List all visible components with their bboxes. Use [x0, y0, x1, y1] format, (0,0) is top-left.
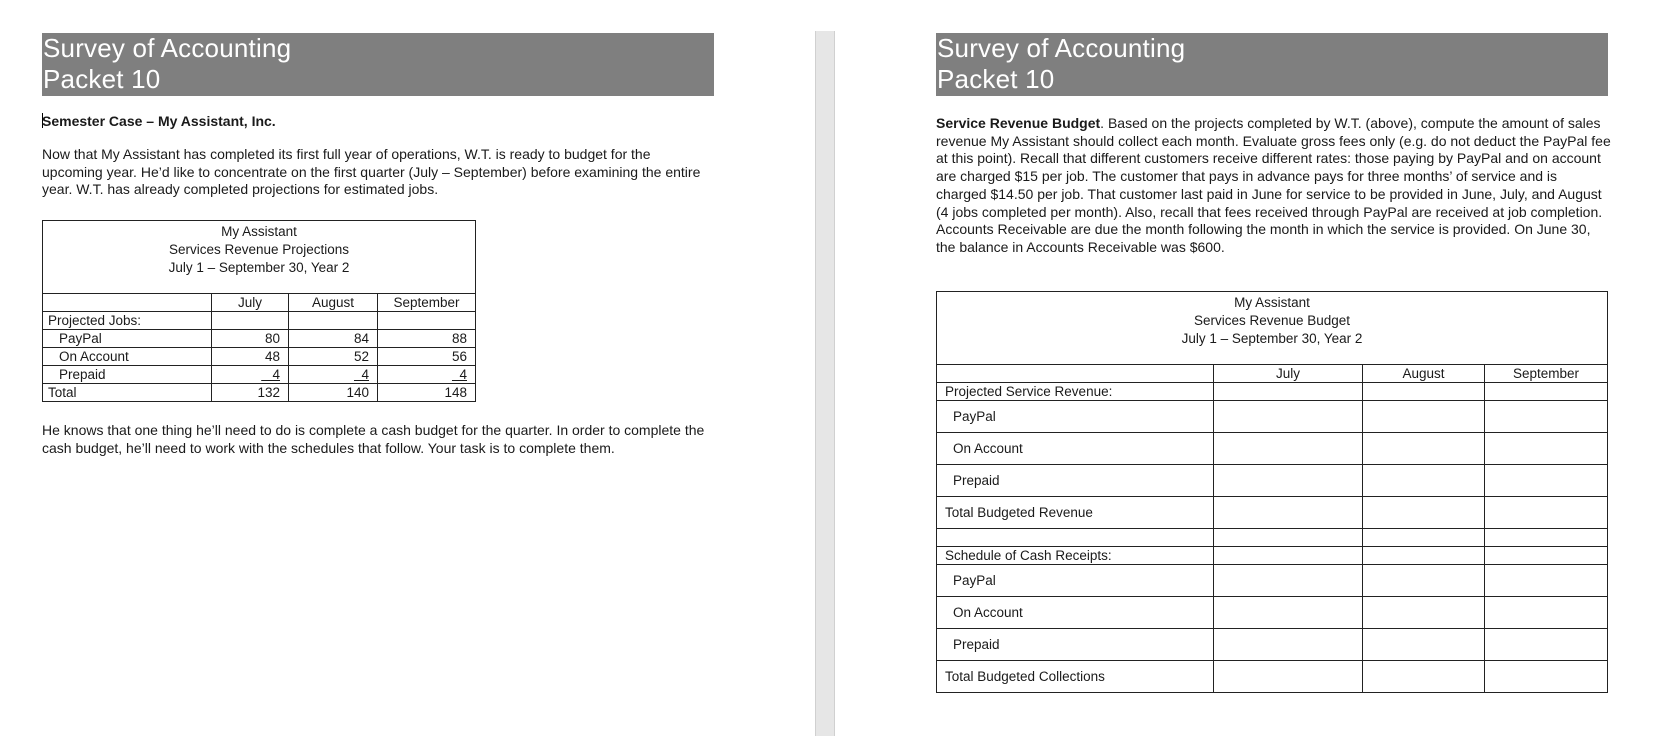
- cell-value: 148: [378, 384, 476, 402]
- page-left: [0, 0, 815, 736]
- table-title-company: My Assistant: [221, 224, 297, 239]
- answer-cell[interactable]: [1214, 401, 1363, 433]
- answer-cell[interactable]: [1214, 597, 1363, 629]
- answer-cell[interactable]: [1485, 433, 1608, 465]
- column-header-august: August: [1363, 365, 1485, 383]
- table-title-name: Services Revenue Projections: [168, 242, 350, 257]
- answer-cell[interactable]: [1485, 565, 1608, 597]
- instructions-lead: Service Revenue Budget: [936, 115, 1101, 131]
- row-label: On Account: [937, 597, 1214, 629]
- row-label: Prepaid: [43, 366, 212, 384]
- row-label: Total: [43, 384, 212, 402]
- answer-cell[interactable]: [1485, 465, 1608, 497]
- table-row: [43, 366, 476, 384]
- blank-cell: [43, 294, 212, 312]
- header-subtitle: Packet 10: [43, 64, 161, 94]
- blank-cell: [937, 529, 1214, 547]
- table-row: [937, 465, 1608, 497]
- page-header-band: [936, 33, 1608, 96]
- column-header-august: August: [289, 294, 378, 312]
- table-total-row: [43, 384, 476, 402]
- row-label: Total Budgeted Collections: [937, 661, 1214, 693]
- cell-value: 4: [378, 366, 476, 384]
- table-row: [43, 348, 476, 366]
- blank-cell: [1214, 529, 1363, 547]
- section-header-row: [937, 383, 1608, 401]
- table-title: [43, 221, 476, 294]
- blank-cell: [937, 365, 1214, 383]
- blank-cell: [1485, 529, 1608, 547]
- section-header-row: [937, 547, 1608, 565]
- cell-value: 84: [289, 330, 378, 348]
- answer-cell[interactable]: [1485, 661, 1608, 693]
- section-label-receipts: Schedule of Cash Receipts:: [937, 547, 1214, 565]
- cell-value: 48: [212, 348, 289, 366]
- table-title-name: Services Revenue Budget: [1193, 313, 1351, 328]
- table-row: [937, 433, 1608, 465]
- row-label: PayPal: [43, 330, 212, 348]
- column-header-july: July: [1214, 365, 1363, 383]
- revenue-projections-table: [42, 220, 476, 402]
- table-row: [937, 401, 1608, 433]
- table-title-period: July 1 – September 30, Year 2: [168, 260, 350, 275]
- row-label: Prepaid: [937, 465, 1214, 497]
- cell-value: 4: [289, 366, 378, 384]
- table-row: [937, 565, 1608, 597]
- blank-cell: [289, 312, 378, 330]
- blank-cell: [1363, 383, 1485, 401]
- closing-paragraph[interactable]: He knows that one thing he’ll need to do is complete a cash budget for the quarter. In order to complete the cash budget, he’ll need to work with the schedules that follow. Your task is to complete them.: [42, 422, 705, 456]
- table-title-period: July 1 – September 30, Year 2: [1181, 331, 1363, 346]
- table-row: [43, 312, 476, 330]
- answer-cell[interactable]: [1363, 401, 1485, 433]
- answer-cell[interactable]: [1485, 401, 1608, 433]
- answer-cell[interactable]: [1363, 433, 1485, 465]
- cell-value: 52: [289, 348, 378, 366]
- answer-cell[interactable]: [1485, 629, 1608, 661]
- column-header-september: September: [378, 294, 476, 312]
- intro-paragraph[interactable]: Now that My Assistant has completed its first full year of operations, W.T. is ready to budget for the upcoming year. He’d like to concentrate on the first quarter (July – September) before examining the entire year. W.T. has already completed projections for estimated jobs.: [42, 146, 701, 198]
- row-label: On Account: [43, 348, 212, 366]
- blank-cell: [378, 312, 476, 330]
- answer-cell[interactable]: [1214, 465, 1363, 497]
- instructions-text: . Based on the projects completed by W.T. (above), compute the amount of sales revenue My Assistant should collect each month. Evaluate gross fees only (e.g. do not deduct the PayPal fee at this point). Recall that different customers receive different rates: those paying by PayPal and on account are charged $15 per job. The customer that pays in advance pays for three months’ of service and is charged $14.50 per job. That customer last paid in June for service to be provided in June, July, and August (4 jobs completed per month). Also, recall that fees received through PayPal are received at job completion. Accounts Receivable are due the month following the month in which the service is provided. On June 30, the balance in Accounts Receivable was $600.: [936, 115, 1611, 255]
- cell-value: 88: [378, 330, 476, 348]
- case-title-text: Semester Case – My Assistant, Inc.: [42, 113, 276, 129]
- row-label: Total Budgeted Revenue: [937, 497, 1214, 529]
- instructions-paragraph[interactable]: [936, 115, 1611, 257]
- answer-cell[interactable]: [1363, 597, 1485, 629]
- section-label: Projected Jobs:: [43, 312, 212, 330]
- page-right: [835, 0, 1653, 736]
- blank-cell: [1363, 547, 1485, 565]
- header-subtitle: Packet 10: [937, 64, 1055, 94]
- column-header-july: July: [212, 294, 289, 312]
- blank-cell: [1363, 529, 1485, 547]
- cell-value: 132: [212, 384, 289, 402]
- cell-value: 140: [289, 384, 378, 402]
- answer-cell[interactable]: [1363, 565, 1485, 597]
- table-header-row: [43, 294, 476, 312]
- table-total-row: [937, 497, 1608, 529]
- answer-cell[interactable]: [1214, 497, 1363, 529]
- table-header-row: [937, 365, 1608, 383]
- header-title: Survey of Accounting: [43, 33, 292, 63]
- blank-cell: [212, 312, 289, 330]
- blank-cell: [1214, 547, 1363, 565]
- answer-cell[interactable]: [1485, 597, 1608, 629]
- answer-cell[interactable]: [1363, 661, 1485, 693]
- table-row: [43, 330, 476, 348]
- answer-cell[interactable]: [1214, 629, 1363, 661]
- cell-value: 56: [378, 348, 476, 366]
- answer-cell[interactable]: [1485, 497, 1608, 529]
- case-title[interactable]: [42, 113, 276, 129]
- row-label: Prepaid: [937, 629, 1214, 661]
- spacer-row: [937, 529, 1608, 547]
- table-title-company: My Assistant: [1234, 295, 1310, 310]
- revenue-budget-table: [936, 291, 1608, 693]
- blank-cell: [1485, 547, 1608, 565]
- blank-cell: [1485, 383, 1608, 401]
- table-total-row: [937, 661, 1608, 693]
- column-header-september: September: [1485, 365, 1608, 383]
- blank-cell: [1214, 383, 1363, 401]
- section-label-revenue: Projected Service Revenue:: [937, 383, 1214, 401]
- row-label: On Account: [937, 433, 1214, 465]
- cell-value: 80: [212, 330, 289, 348]
- page-gap-scroll-track: [815, 31, 835, 736]
- table-row: [937, 597, 1608, 629]
- answer-cell[interactable]: [1214, 433, 1363, 465]
- answer-cell[interactable]: [1214, 661, 1363, 693]
- table-row: [937, 629, 1608, 661]
- answer-cell[interactable]: [1363, 465, 1485, 497]
- table-title: [937, 292, 1608, 365]
- answer-cell[interactable]: [1363, 497, 1485, 529]
- answer-cell[interactable]: [1363, 629, 1485, 661]
- page-header-band: [42, 33, 714, 96]
- row-label: PayPal: [937, 401, 1214, 433]
- cell-value: 4: [212, 366, 289, 384]
- header-title: Survey of Accounting: [937, 33, 1186, 63]
- row-label: PayPal: [937, 565, 1214, 597]
- answer-cell[interactable]: [1214, 565, 1363, 597]
